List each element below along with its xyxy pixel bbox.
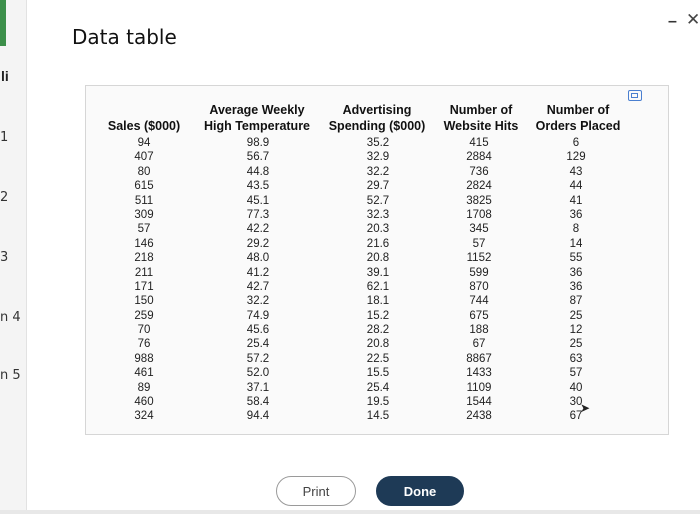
table-cell: 25.4 bbox=[366, 381, 390, 394]
table-cell: 14 bbox=[569, 237, 583, 250]
background-label: 3 bbox=[0, 250, 9, 265]
header-website-hits bbox=[436, 102, 526, 134]
table-cell: 36 bbox=[569, 266, 583, 279]
table-cell: 8 bbox=[572, 223, 580, 236]
close-icon[interactable]: ✕ bbox=[686, 10, 700, 29]
table-cell: 12 bbox=[569, 324, 583, 337]
table-cell: 6 bbox=[572, 137, 580, 149]
table-cell: 62.1 bbox=[366, 280, 390, 293]
table-cell: 58.4 bbox=[246, 396, 270, 409]
table-cell: 8867 bbox=[466, 352, 492, 365]
header-line: Spending ($000) bbox=[328, 119, 426, 133]
header-line: Number of bbox=[449, 103, 513, 117]
table-cell: 211 bbox=[134, 266, 154, 279]
table-cell: 18.1 bbox=[366, 295, 390, 308]
table-cell: 150 bbox=[134, 295, 154, 308]
table-cell: 21.6 bbox=[366, 237, 390, 250]
table-cell: 25 bbox=[569, 338, 583, 351]
table-cell: 98.9 bbox=[246, 137, 270, 149]
table-cell: 415 bbox=[469, 137, 489, 149]
background-accent bbox=[0, 0, 6, 46]
table-cell: 309 bbox=[134, 208, 154, 221]
table-cell: 14.5 bbox=[366, 410, 390, 423]
column-sales bbox=[114, 136, 174, 424]
table-cell: 259 bbox=[134, 309, 154, 322]
table-cell: 30 bbox=[569, 396, 583, 409]
table-cell: 2438 bbox=[466, 410, 492, 423]
table-cell: 25 bbox=[569, 309, 583, 322]
background-label: n 4 bbox=[0, 310, 21, 325]
table-cell: 45.6 bbox=[246, 324, 270, 337]
background-panel bbox=[0, 0, 27, 514]
table-cell: 19.5 bbox=[366, 396, 390, 409]
print-button[interactable]: Print bbox=[276, 476, 356, 506]
table-cell: 45.1 bbox=[246, 194, 270, 207]
table-cell: 15.5 bbox=[366, 367, 390, 380]
table-cell: 511 bbox=[134, 194, 154, 207]
table-cell: 94 bbox=[137, 137, 151, 149]
table-cell: 32.3 bbox=[366, 208, 390, 221]
table-cell: 1708 bbox=[466, 208, 492, 221]
table-cell: 67 bbox=[472, 338, 486, 351]
table-cell: 188 bbox=[469, 324, 489, 337]
table-cell: 324 bbox=[134, 410, 154, 423]
table-cell: 57 bbox=[569, 367, 583, 380]
column-orders bbox=[546, 136, 606, 424]
table-cell: 52.0 bbox=[246, 367, 270, 380]
table-cell: 42.2 bbox=[246, 223, 270, 236]
table-cell: 146 bbox=[134, 237, 154, 250]
table-cell: 744 bbox=[469, 295, 489, 308]
table-cell: 63 bbox=[569, 352, 583, 365]
table-cell: 41 bbox=[569, 194, 583, 207]
table-cell: 35.2 bbox=[366, 137, 390, 149]
background-label: 2 bbox=[0, 190, 9, 205]
table-cell: 28.2 bbox=[366, 324, 390, 337]
table-cell: 48.0 bbox=[246, 252, 270, 265]
header-line: Sales ($000) bbox=[107, 119, 181, 133]
background-label: n 5 bbox=[0, 368, 21, 383]
table-cell: 55 bbox=[569, 252, 583, 265]
table-cell: 57 bbox=[137, 223, 151, 236]
table-cell: 460 bbox=[134, 396, 154, 409]
table-cell: 129 bbox=[566, 151, 586, 164]
dialog-title: Data table bbox=[72, 25, 177, 49]
table-cell: 22.5 bbox=[366, 352, 390, 365]
table-cell: 1433 bbox=[466, 367, 492, 380]
header-line: Number of bbox=[546, 103, 610, 117]
table-cell: 2824 bbox=[466, 180, 492, 193]
table-cell: 39.1 bbox=[366, 266, 390, 279]
table-cell: 67 bbox=[569, 410, 583, 423]
table-cell: 32.2 bbox=[246, 295, 270, 308]
table-cell: 29.7 bbox=[366, 180, 390, 193]
table-cell: 56.7 bbox=[246, 151, 270, 164]
header-line: Advertising bbox=[342, 103, 412, 117]
table-cell: 44.8 bbox=[246, 165, 270, 178]
header-line: Orders Placed bbox=[535, 119, 621, 133]
table-cell: 36 bbox=[569, 280, 583, 293]
table-cell: 171 bbox=[134, 280, 154, 293]
table-cell: 870 bbox=[469, 280, 489, 293]
table-cell: 988 bbox=[134, 352, 154, 365]
table-cell: 736 bbox=[469, 165, 489, 178]
table-cell: 3825 bbox=[466, 194, 492, 207]
copy-icon[interactable] bbox=[628, 90, 642, 101]
table-cell: 70 bbox=[137, 324, 151, 337]
table-cell: 345 bbox=[469, 223, 489, 236]
table-cell: 43 bbox=[569, 165, 583, 178]
table-cell: 40 bbox=[569, 381, 583, 394]
table-cell: 32.2 bbox=[366, 165, 390, 178]
header-line: High Temperature bbox=[203, 119, 311, 133]
table-cell: 76 bbox=[137, 338, 151, 351]
header-line: Website Hits bbox=[443, 119, 519, 133]
header-orders bbox=[530, 102, 626, 134]
background-icon: li bbox=[1, 68, 9, 84]
table-cell: 407 bbox=[134, 151, 154, 164]
table-cell: 44 bbox=[569, 180, 583, 193]
table-cell: 1152 bbox=[466, 252, 492, 265]
cursor-icon: ➤ bbox=[580, 401, 591, 415]
done-button[interactable]: Done bbox=[376, 476, 464, 506]
header-line: Average Weekly bbox=[209, 103, 305, 117]
table-cell: 42.7 bbox=[246, 280, 270, 293]
column-temperature bbox=[228, 136, 288, 424]
table-cell: 25.4 bbox=[246, 338, 270, 351]
bottom-bar bbox=[0, 510, 700, 514]
table-cell: 36 bbox=[569, 208, 583, 221]
table-cell: 57 bbox=[472, 237, 486, 250]
table-cell: 615 bbox=[134, 180, 154, 193]
table-cell: 20.3 bbox=[366, 223, 390, 236]
header-advertising bbox=[324, 102, 430, 134]
table-cell: 599 bbox=[469, 266, 489, 279]
table-cell: 32.9 bbox=[366, 151, 390, 164]
table-cell: 218 bbox=[134, 252, 154, 265]
header-sales bbox=[104, 118, 184, 134]
table-cell: 77.3 bbox=[246, 208, 270, 221]
table-cell: 37.1 bbox=[246, 381, 270, 394]
table-cell: 20.8 bbox=[366, 338, 390, 351]
table-cell: 2884 bbox=[466, 151, 492, 164]
background-label: 1 bbox=[0, 130, 9, 145]
table-cell: 57.2 bbox=[246, 352, 270, 365]
column-advertising bbox=[348, 136, 408, 424]
table-cell: 20.8 bbox=[366, 252, 390, 265]
table-cell: 52.7 bbox=[366, 194, 390, 207]
column-website-hits bbox=[449, 136, 509, 424]
table-cell: 87 bbox=[569, 295, 583, 308]
table-cell: 74.9 bbox=[246, 309, 270, 322]
table-cell: 41.2 bbox=[246, 266, 270, 279]
table-cell: 675 bbox=[469, 309, 489, 322]
header-temperature bbox=[198, 102, 316, 134]
table-cell: 1109 bbox=[466, 381, 492, 394]
table-cell: 15.2 bbox=[366, 309, 390, 322]
table-cell: 29.2 bbox=[246, 237, 270, 250]
table-cell: 80 bbox=[137, 165, 151, 178]
table-cell: 461 bbox=[134, 367, 154, 380]
table-cell: 89 bbox=[137, 381, 151, 394]
table-cell: 43.5 bbox=[246, 180, 270, 193]
minimize-icon[interactable]: – bbox=[668, 13, 677, 30]
table-cell: 94.4 bbox=[246, 410, 270, 423]
table-cell: 1544 bbox=[466, 396, 492, 409]
